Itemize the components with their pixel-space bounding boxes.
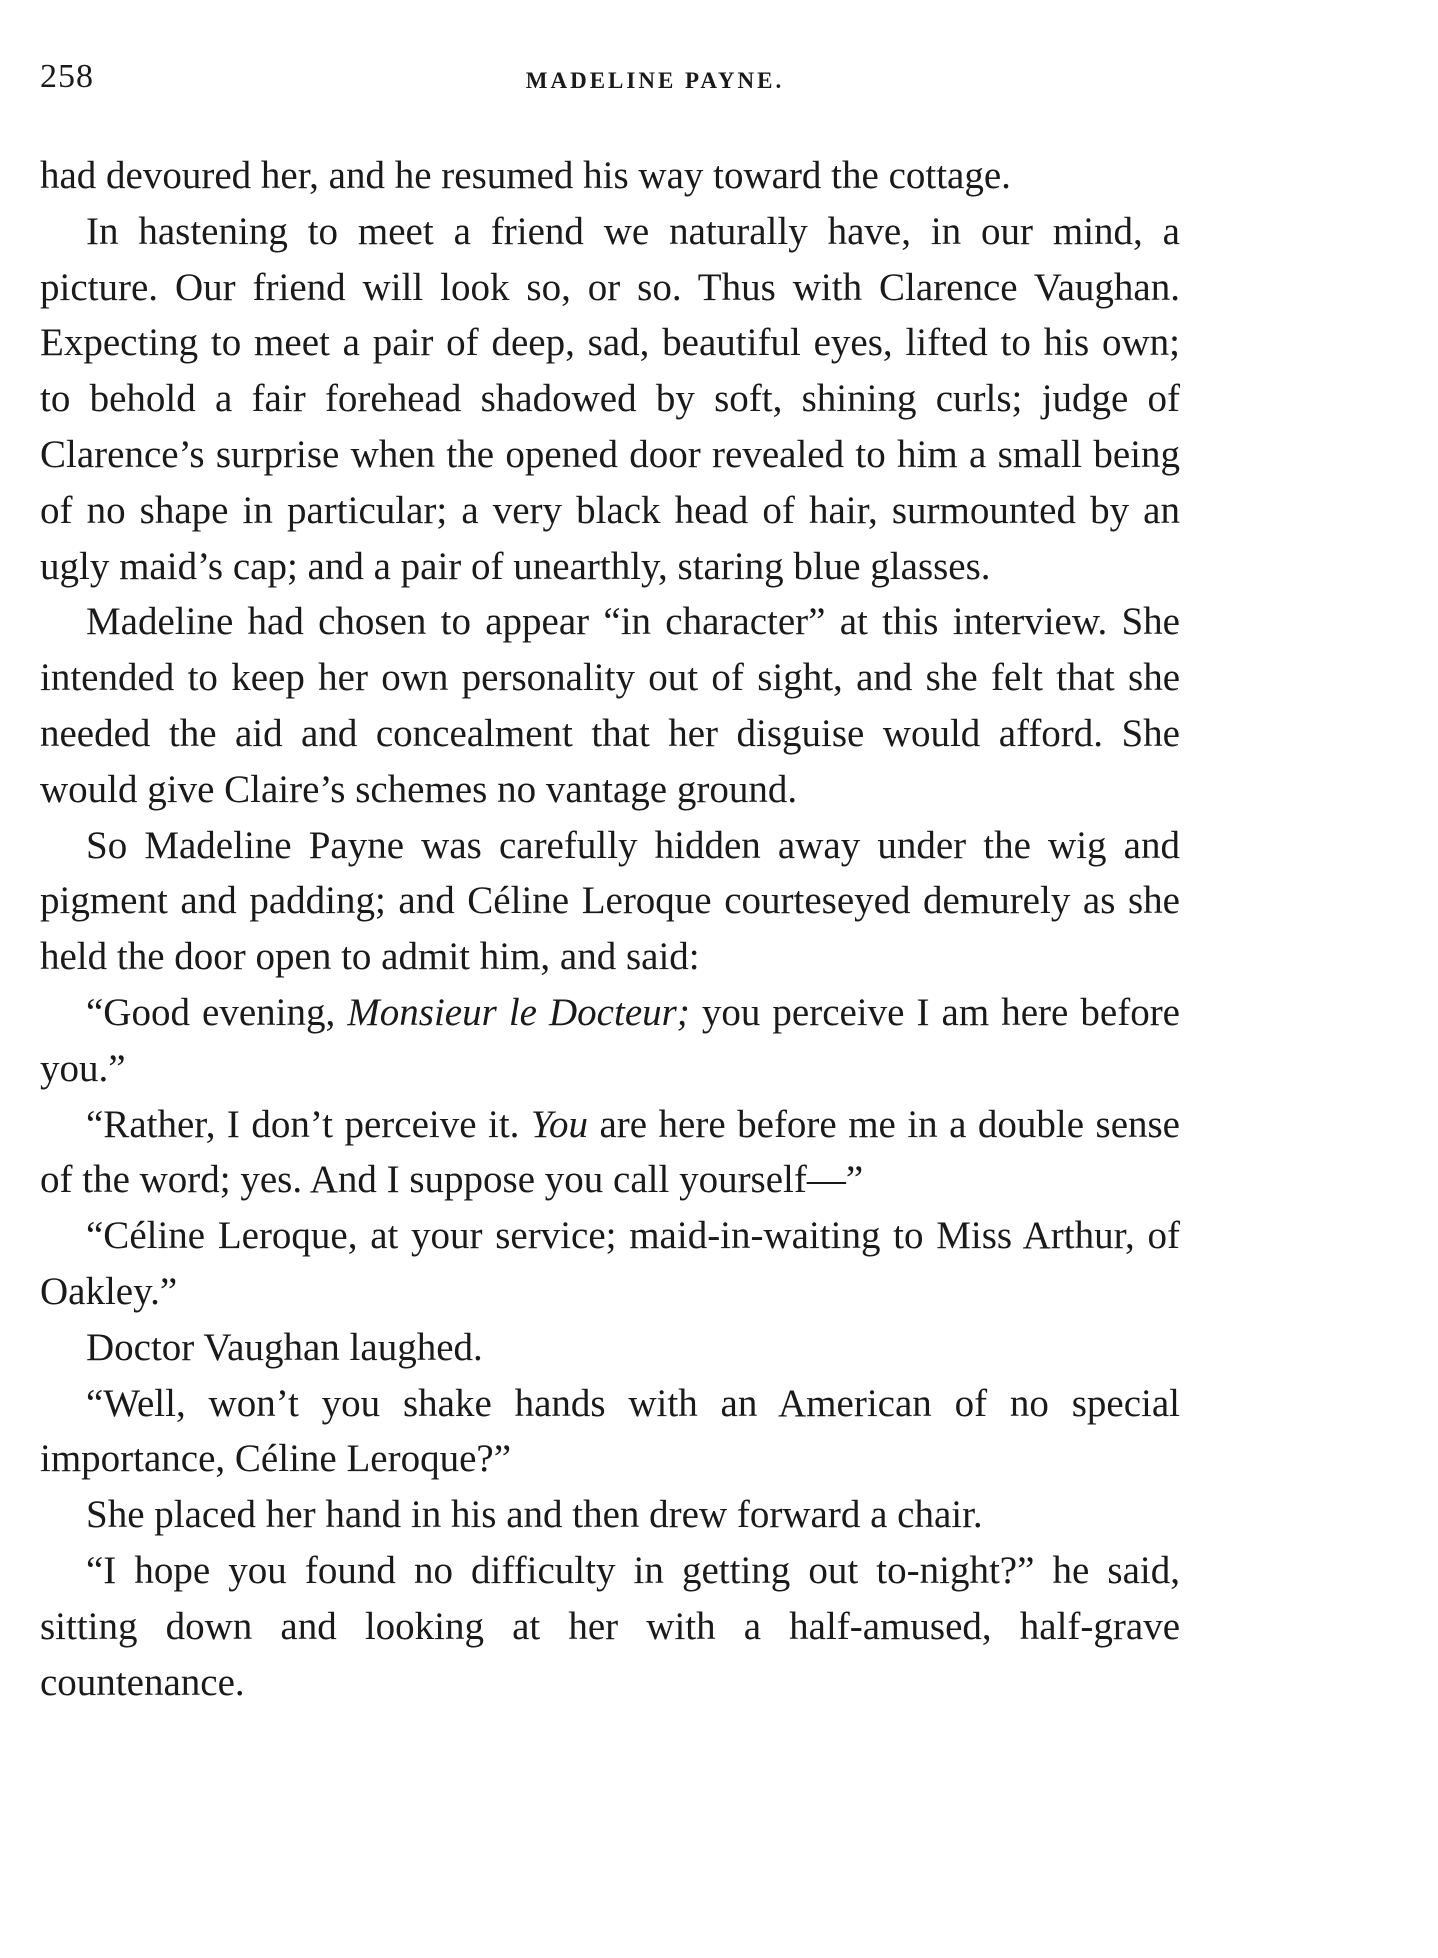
paragraph: “I hope you found no difficulty in getting out to-night?” he said, sitting down and looking at her with a half-amused, half-grave countenance.: [40, 1548, 1180, 1704]
paragraph: “Céline Leroque, at your service; maid-in-waiting to Miss Arthur, of Oakley.”: [40, 1214, 1180, 1313]
paragraph: Madeline had chosen to appear “in character” at this interview. She intended to keep her own personality out of sight, and she felt that she needed the aid and concealment that her disguise would afford. She would give Claire’s schemes no vantage ground.: [40, 600, 1180, 811]
paragraph-text: you perceive I am here before you.”: [40, 990, 1180, 1090]
italic-phrase: Monsieur le Docteur;: [347, 990, 690, 1034]
paragraph-text: are here before me in a double sense of the word; yes. And I suppose you call yourself—”: [40, 1102, 1180, 1202]
paragraph-text: “Rather, I don’t perceive it.: [86, 1102, 531, 1146]
italic-phrase: You: [530, 1102, 589, 1146]
page-header: [40, 58, 1180, 102]
paragraph: Doctor Vaughan laughed.: [86, 1325, 483, 1369]
paragraph: “Well, won’t you shake hands with an American of no special importance, Céline Leroque?”: [40, 1381, 1180, 1481]
paragraph: [40, 985, 1180, 1097]
paragraph: She placed her hand in his and then drew forward a chair.: [86, 1493, 983, 1537]
page-number: 258: [40, 58, 94, 95]
paragraph: [40, 1097, 1180, 1209]
paragraph: So Madeline Payne was carefully hidden away under the wig and pigment and padding; and Céline Leroque courteseyed demurely as she held the door open to admit him, and said:: [40, 823, 1180, 979]
running-title: MADELINE PAYNE.: [525, 68, 785, 93]
body-text: [40, 148, 1180, 1710]
paragraph: had devoured her, and he resumed his way toward the cottage.: [40, 154, 1011, 197]
paragraph-text: “Good evening,: [86, 990, 348, 1034]
paragraph: In hastening to meet a friend we naturally have, in our mind, a picture. Our friend will look so, or so. Thus with Clarence Vaughan. Expecting to meet a pair of deep, sad, beautiful eyes, lifted to his own; to behold a fair forehead shadowed by soft, shining curls; judge of Clarence’s surprise when the opened door revealed to him a small being of no shape in particular; a very black head of hair, surmounted by an ugly maid’s cap; and a pair of unearthly, staring blue glasses.: [40, 209, 1180, 588]
